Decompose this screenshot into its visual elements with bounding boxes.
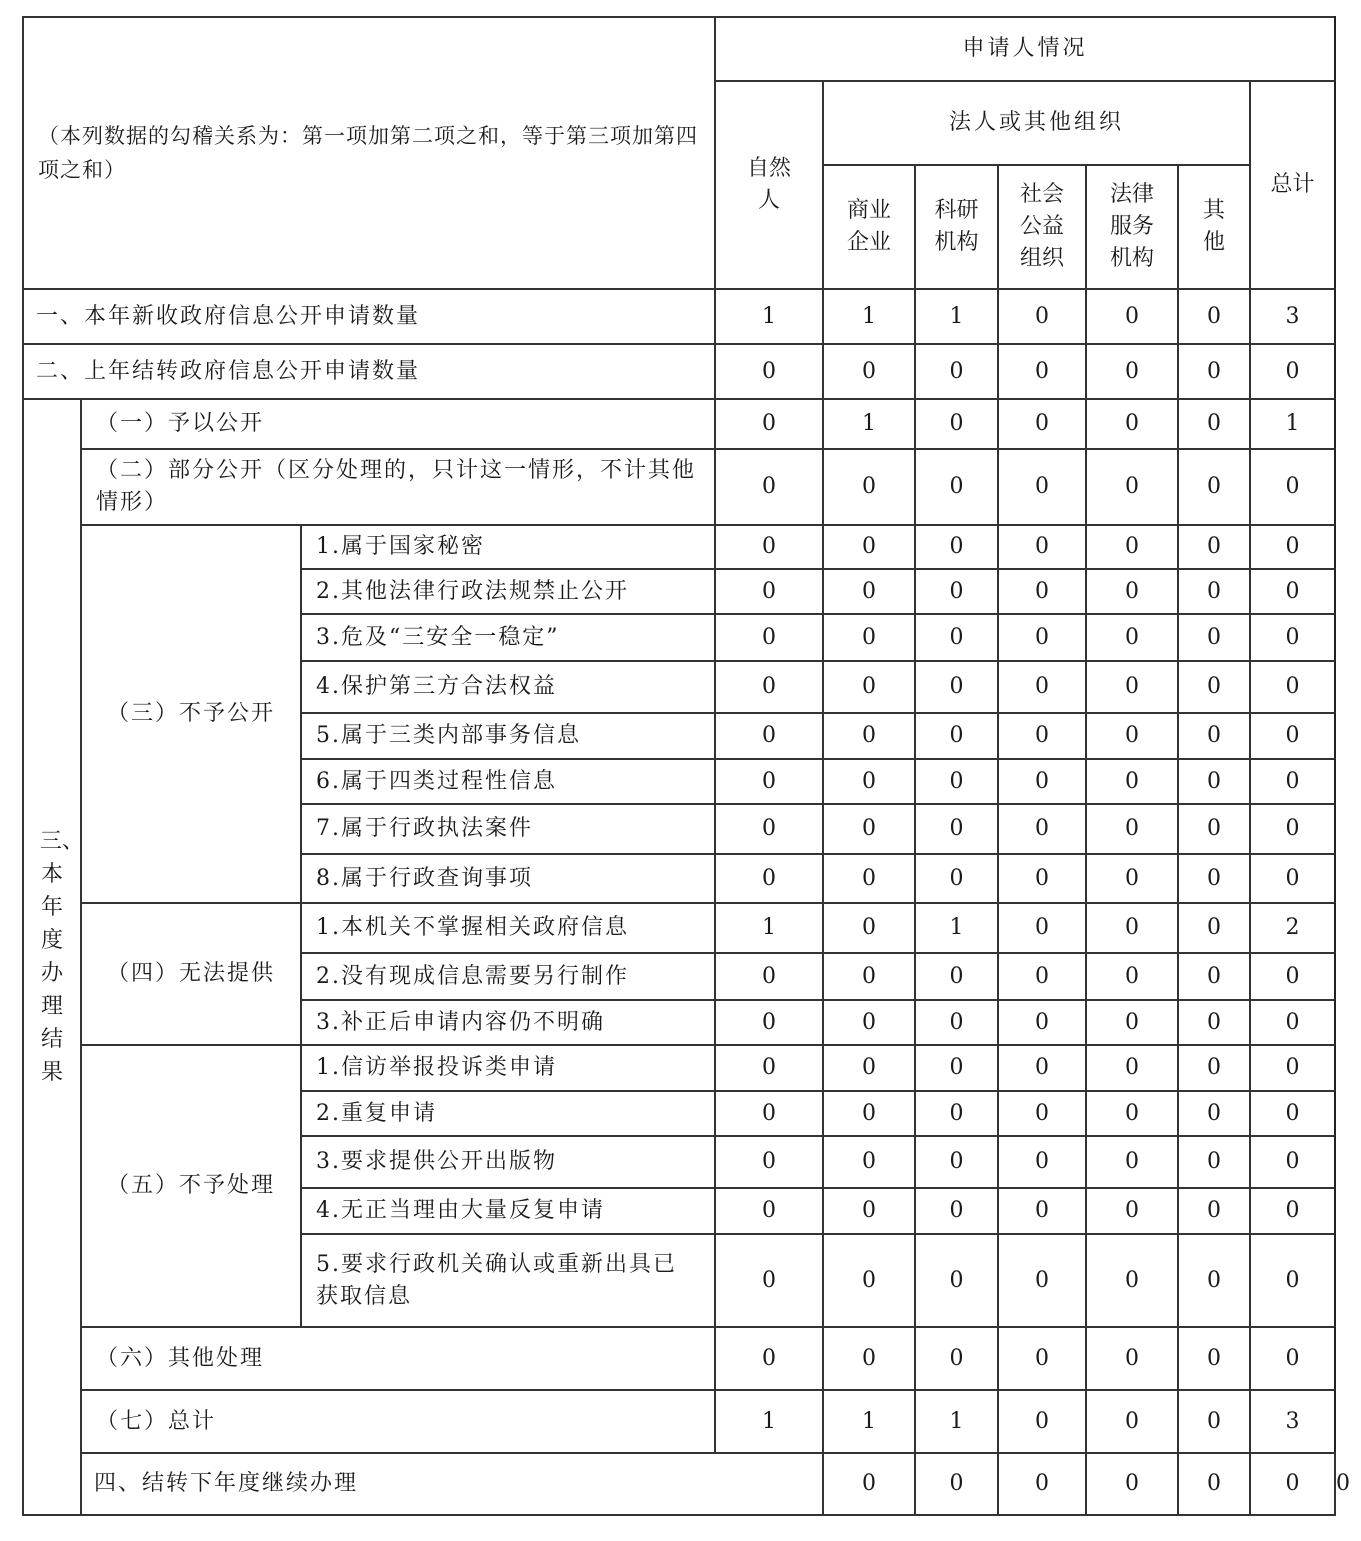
value-cell: 0 bbox=[998, 1453, 1086, 1515]
value-cell: 0 bbox=[823, 661, 915, 713]
value-cell: 0 bbox=[823, 1000, 915, 1045]
value-cell: 0 bbox=[1086, 953, 1178, 1000]
value-cell: 0 bbox=[998, 1390, 1086, 1453]
value-cell: 0 bbox=[1250, 449, 1335, 525]
value-cell: 0 bbox=[1086, 1000, 1178, 1045]
value-cell: 0 bbox=[998, 344, 1086, 399]
value-cell: 0 bbox=[1086, 1234, 1178, 1327]
header-note: （本列数据的勾稽关系为：第一项加第二项之和，等于第三项加第四项之和） bbox=[23, 17, 715, 289]
value-cell: 0 bbox=[1250, 344, 1335, 399]
value-cell: 0 bbox=[998, 289, 1086, 344]
value-cell: 0 bbox=[715, 854, 823, 903]
header-col-welfare bbox=[998, 165, 1086, 289]
value-cell: 1 bbox=[823, 1390, 915, 1453]
value-cell: 0 bbox=[915, 525, 998, 569]
value-cell: 1 bbox=[915, 1390, 998, 1453]
value-cell: 0 bbox=[1086, 713, 1178, 759]
value-cell: 0 bbox=[715, 449, 823, 525]
value-cell: 0 bbox=[715, 661, 823, 713]
value-cell: 0 bbox=[1086, 399, 1178, 449]
table-row: 四、结转下年度继续办理 0 0 0 0 0 0 0 bbox=[23, 1453, 1335, 1515]
value-cell: 0 bbox=[998, 569, 1086, 614]
value-cell: 0 bbox=[1250, 525, 1335, 569]
value-cell: 0 bbox=[823, 1327, 915, 1390]
table-row bbox=[23, 525, 1335, 569]
value-cell: 0 bbox=[998, 449, 1086, 525]
value-cell: 0 bbox=[998, 759, 1086, 804]
value-cell: 0 bbox=[715, 1091, 823, 1136]
header-col-legal-text: 法律服务机构 bbox=[1110, 182, 1155, 271]
value-cell: 0 bbox=[1086, 903, 1178, 953]
value-cell: 0 bbox=[998, 953, 1086, 1000]
row-label: 3.危及“三安全一稳定” bbox=[301, 614, 715, 661]
value-cell: 0 bbox=[1086, 1136, 1178, 1188]
header-natural-person-text: 自然人 bbox=[747, 156, 792, 213]
table-row bbox=[23, 903, 1335, 953]
value-cell: 0 bbox=[1178, 1453, 1250, 1515]
value-cell: 0 bbox=[823, 854, 915, 903]
value-cell: 0 bbox=[1086, 289, 1178, 344]
value-cell: 0 bbox=[1086, 1390, 1178, 1453]
value-cell: 0 bbox=[1178, 289, 1250, 344]
category-label: （三）不予公开 bbox=[81, 525, 301, 903]
value-cell: 0 bbox=[1178, 854, 1250, 903]
value-cell: 0 bbox=[1250, 614, 1335, 661]
value-cell: 0 bbox=[1178, 1000, 1250, 1045]
value-cell: 0 bbox=[998, 1045, 1086, 1091]
value-cell: 3 bbox=[1250, 1390, 1335, 1453]
value-cell: 0 bbox=[1086, 449, 1178, 525]
value-cell: 0 bbox=[1086, 569, 1178, 614]
value-cell: 0 bbox=[823, 449, 915, 525]
value-cell: 0 bbox=[1086, 525, 1178, 569]
value-cell: 0 bbox=[1178, 1045, 1250, 1091]
value-cell: 0 bbox=[998, 804, 1086, 854]
value-cell: 0 bbox=[1250, 713, 1335, 759]
value-cell: 0 bbox=[1178, 1234, 1250, 1327]
value-cell: 0 bbox=[1250, 1000, 1335, 1045]
row-label: 4.无正当理由大量反复申请 bbox=[301, 1188, 715, 1234]
value-cell: 0 bbox=[715, 614, 823, 661]
value-cell: 0 bbox=[1178, 1091, 1250, 1136]
value-cell: 0 bbox=[823, 804, 915, 854]
value-cell: 0 bbox=[915, 1188, 998, 1234]
value-cell: 1 bbox=[715, 1390, 823, 1453]
header-col-other-text: 其他 bbox=[1203, 198, 1226, 255]
value-cell: 1 bbox=[823, 399, 915, 449]
value-cell: 0 bbox=[1178, 449, 1250, 525]
section3-label-text: 三、本年度办理结果 bbox=[39, 829, 84, 1085]
value-cell: 0 bbox=[1178, 399, 1250, 449]
value-cell: 0 bbox=[715, 804, 823, 854]
row-label: 5.要求行政机关确认或重新出具已获取信息 bbox=[301, 1234, 715, 1327]
row-label: 3.补正后申请内容仍不明确 bbox=[301, 1000, 715, 1045]
value-cell: 0 bbox=[1178, 661, 1250, 713]
value-cell: 0 bbox=[823, 1045, 915, 1091]
table-row bbox=[23, 289, 1335, 344]
value-cell: 0 bbox=[915, 661, 998, 713]
value-cell: 0 bbox=[1086, 1045, 1178, 1091]
disclosure-table-sheet bbox=[22, 16, 1351, 1516]
value-cell: 0 bbox=[715, 399, 823, 449]
value-cell: 0 bbox=[1250, 661, 1335, 713]
value-cell: 0 bbox=[1086, 1091, 1178, 1136]
value-cell: 0 bbox=[1250, 1136, 1335, 1188]
row-label: 一、本年新收政府信息公开申请数量 bbox=[23, 289, 715, 344]
value-cell: 0 bbox=[1178, 804, 1250, 854]
header-col-welfare-text: 社会公益组织 bbox=[1020, 182, 1065, 271]
value-cell: 0 bbox=[915, 1136, 998, 1188]
table-row bbox=[23, 449, 1335, 525]
value-cell: 0 bbox=[1086, 661, 1178, 713]
value-cell: 0 bbox=[1250, 1234, 1335, 1327]
row-label: 2.没有现成信息需要另行制作 bbox=[301, 953, 715, 1000]
row-label: 7.属于行政执法案件 bbox=[301, 804, 715, 854]
value-cell: 0 bbox=[915, 344, 998, 399]
value-cell: 0 bbox=[715, 525, 823, 569]
table-row bbox=[23, 344, 1335, 399]
row-label: 1.属于国家秘密 bbox=[301, 525, 715, 569]
value-cell: 0 bbox=[715, 713, 823, 759]
value-cell: 0 bbox=[1086, 344, 1178, 399]
value-cell: 0 bbox=[998, 1000, 1086, 1045]
value-cell: 0 bbox=[823, 1453, 915, 1515]
value-cell: 0 bbox=[715, 1045, 823, 1091]
value-cell: 0 bbox=[915, 449, 998, 525]
row-label: 6.属于四类过程性信息 bbox=[301, 759, 715, 804]
value-cell: 0 bbox=[1250, 804, 1335, 854]
value-cell: 0 bbox=[715, 1000, 823, 1045]
row-label: 二、上年结转政府信息公开申请数量 bbox=[23, 344, 715, 399]
value-cell: 0 bbox=[998, 713, 1086, 759]
row-label: （二）部分公开（区分处理的，只计这一情形，不计其他情形） bbox=[81, 449, 715, 525]
value-cell: 0 bbox=[823, 344, 915, 399]
value-cell: 0 bbox=[915, 1045, 998, 1091]
category-label: （四）无法提供 bbox=[81, 903, 301, 1045]
header-col-other bbox=[1178, 165, 1250, 289]
value-cell: 0 bbox=[823, 1136, 915, 1188]
value-cell: 0 bbox=[998, 661, 1086, 713]
value-cell: 0 bbox=[715, 759, 823, 804]
value-cell: 0 bbox=[1086, 854, 1178, 903]
value-cell: 0 bbox=[1086, 1188, 1178, 1234]
value-cell: 0 bbox=[915, 569, 998, 614]
value-cell: 0 bbox=[1086, 1453, 1178, 1515]
row-label: 1.信访举报投诉类申请 bbox=[301, 1045, 715, 1091]
header-natural-person bbox=[715, 81, 823, 289]
value-cell: 0 bbox=[1086, 614, 1178, 661]
value-cell: 0 bbox=[1178, 1188, 1250, 1234]
value-cell: 0 bbox=[915, 1000, 998, 1045]
disclosure-stats-table bbox=[22, 16, 1351, 1516]
value-cell: 0 bbox=[1250, 1045, 1335, 1091]
value-cell: 0 bbox=[1178, 525, 1250, 569]
header-total bbox=[1250, 81, 1335, 289]
value-cell: 0 bbox=[915, 1091, 998, 1136]
row-label: 8.属于行政查询事项 bbox=[301, 854, 715, 903]
value-cell: 0 bbox=[1250, 1188, 1335, 1234]
value-cell: 0 bbox=[1250, 854, 1335, 903]
value-cell: 0 bbox=[1178, 1327, 1250, 1390]
section3-label bbox=[23, 399, 84, 1515]
value-cell: 0 bbox=[823, 1091, 915, 1136]
row-label: 2.其他法律行政法规禁止公开 bbox=[301, 569, 715, 614]
header-col-business-text: 商业企业 bbox=[847, 198, 892, 255]
value-cell: 0 bbox=[1178, 1390, 1250, 1453]
value-cell: 0 bbox=[823, 1234, 915, 1327]
value-cell: 0 bbox=[1250, 1453, 1335, 1515]
header-total-text: 总计 bbox=[1270, 172, 1315, 197]
value-cell: 0 bbox=[823, 759, 915, 804]
value-cell: 0 bbox=[1178, 614, 1250, 661]
value-cell: 0 bbox=[823, 953, 915, 1000]
header-col-business bbox=[823, 165, 915, 289]
value-cell: 0 bbox=[998, 903, 1086, 953]
value-cell: 0 bbox=[715, 569, 823, 614]
row-label: 1.本机关不掌握相关政府信息 bbox=[301, 903, 715, 953]
value-cell: 1 bbox=[823, 289, 915, 344]
table-row bbox=[23, 1045, 1335, 1091]
table-row bbox=[23, 1390, 1335, 1453]
value-cell: 0 bbox=[915, 1453, 998, 1515]
value-cell: 0 bbox=[1250, 1091, 1335, 1136]
value-cell: 0 bbox=[998, 399, 1086, 449]
value-cell: 0 bbox=[1178, 344, 1250, 399]
row-label: 四、结转下年度继续办理 bbox=[81, 1453, 823, 1515]
value-cell: 0 bbox=[915, 854, 998, 903]
value-cell: 0 bbox=[1178, 759, 1250, 804]
value-cell: 0 bbox=[823, 1188, 915, 1234]
value-cell: 0 bbox=[998, 1327, 1086, 1390]
value-cell: 0 bbox=[823, 614, 915, 661]
header-legal-org: 法人或其他组织 bbox=[823, 81, 1250, 165]
header-col-legal bbox=[1086, 165, 1178, 289]
value-cell: 0 bbox=[823, 903, 915, 953]
value-cell: 0 bbox=[915, 804, 998, 854]
value-cell: 0 bbox=[1086, 804, 1178, 854]
value-cell: 0 bbox=[1178, 713, 1250, 759]
value-cell: 0 bbox=[1250, 953, 1335, 1000]
value-cell: 1 bbox=[1250, 399, 1335, 449]
header-applicant: 申请人情况 bbox=[715, 17, 1335, 81]
value-cell: 0 bbox=[1178, 903, 1250, 953]
value-cell: 0 bbox=[915, 713, 998, 759]
row-label: （六）其他处理 bbox=[81, 1327, 715, 1390]
value-cell: 0 bbox=[915, 614, 998, 661]
value-cell: 0 bbox=[1178, 1136, 1250, 1188]
row-label: 3.要求提供公开出版物 bbox=[301, 1136, 715, 1188]
value-cell: 3 bbox=[1250, 289, 1335, 344]
row-label: （七）总计 bbox=[81, 1390, 715, 1453]
value-cell: 2 bbox=[1250, 903, 1335, 953]
value-cell: 1 bbox=[915, 903, 998, 953]
category-label: （五）不予处理 bbox=[81, 1045, 301, 1327]
value-cell: 1 bbox=[915, 289, 998, 344]
header-col-research-text: 科研机构 bbox=[934, 198, 979, 255]
row-label: 2.重复申请 bbox=[301, 1091, 715, 1136]
value-cell: 0 bbox=[1086, 1327, 1178, 1390]
row-label: （一）予以公开 bbox=[81, 399, 715, 449]
value-cell: 0 bbox=[998, 1188, 1086, 1234]
value-cell: 0 bbox=[998, 1234, 1086, 1327]
value-cell: 0 bbox=[915, 953, 998, 1000]
table-row bbox=[23, 399, 1335, 449]
value-cell: 1 bbox=[715, 903, 823, 953]
value-cell: 0 bbox=[1178, 953, 1250, 1000]
value-cell: 0 bbox=[1250, 1327, 1335, 1390]
row-label: 4.保护第三方合法权益 bbox=[301, 661, 715, 713]
value-cell: 0 bbox=[915, 399, 998, 449]
value-cell: 0 bbox=[1178, 569, 1250, 614]
value-cell: 0 bbox=[1250, 569, 1335, 614]
value-cell: 0 bbox=[998, 1091, 1086, 1136]
value-cell: 0 bbox=[915, 1234, 998, 1327]
value-cell: 0 bbox=[998, 854, 1086, 903]
value-cell: 0 bbox=[998, 1136, 1086, 1188]
value-cell: 0 bbox=[915, 1327, 998, 1390]
value-cell: 0 bbox=[1250, 759, 1335, 804]
table-row bbox=[23, 1327, 1335, 1390]
value-cell: 0 bbox=[715, 953, 823, 1000]
value-cell: 0 bbox=[823, 569, 915, 614]
value-cell: 0 bbox=[715, 1327, 823, 1390]
value-cell: 0 bbox=[715, 1234, 823, 1327]
value-cell: 0 bbox=[998, 614, 1086, 661]
value-cell: 0 bbox=[1086, 759, 1178, 804]
value-cell: 0 bbox=[715, 344, 823, 399]
value-cell: 0 bbox=[998, 525, 1086, 569]
value-cell: 0 bbox=[715, 1136, 823, 1188]
value-cell: 0 bbox=[715, 1188, 823, 1234]
value-cell: 0 bbox=[823, 525, 915, 569]
value-cell: 0 bbox=[915, 759, 998, 804]
header-col-research bbox=[915, 165, 998, 289]
row-label: 5.属于三类内部事务信息 bbox=[301, 713, 715, 759]
value-cell: 1 bbox=[715, 289, 823, 344]
value-cell: 0 bbox=[823, 713, 915, 759]
